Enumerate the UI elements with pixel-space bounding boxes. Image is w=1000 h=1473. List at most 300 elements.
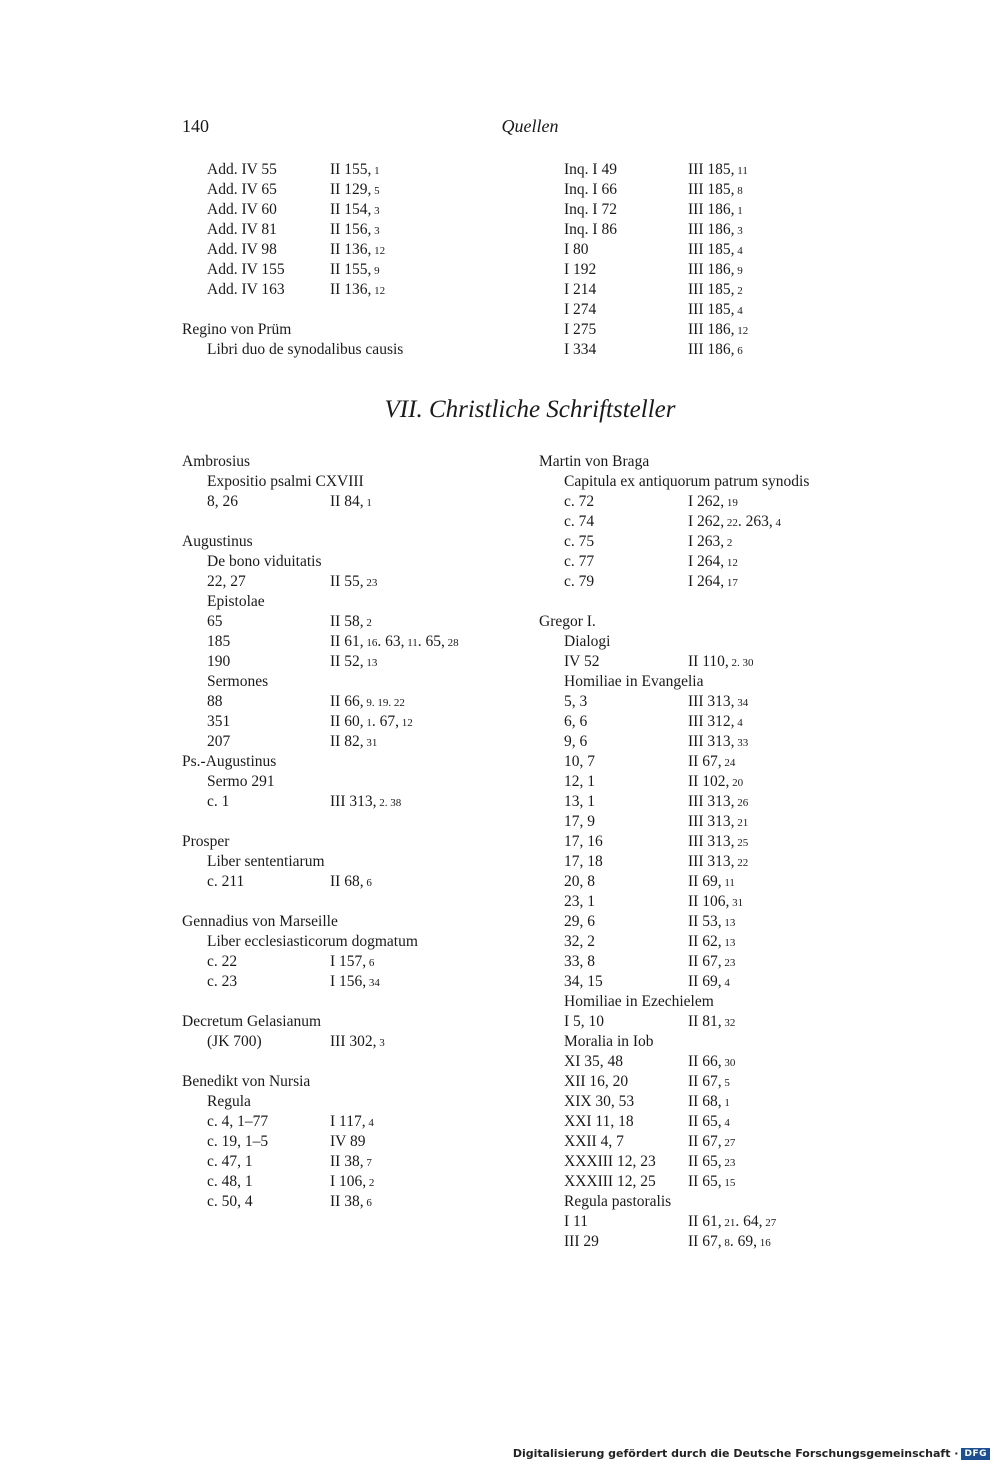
index-row	[182, 340, 522, 360]
index-reference	[688, 812, 748, 833]
index-reference	[330, 632, 459, 653]
volume-page: I 263,	[688, 533, 725, 550]
index-term: Add. IV 98	[207, 241, 277, 258]
footer-text: Digitalisierung gefördert durch die Deutsche Forschungsgemeinschaft ·	[512, 1447, 959, 1460]
index-row	[182, 912, 522, 932]
index-row	[182, 732, 522, 752]
index-term: (JK 700)	[207, 1033, 262, 1050]
index-row	[182, 532, 522, 552]
volume-page: II 102,	[688, 773, 730, 790]
index-row	[539, 1172, 859, 1192]
index-row	[564, 220, 844, 240]
line-number: 9. 19. 22	[363, 697, 405, 709]
index-row	[539, 632, 859, 652]
volume-page: I 156,	[330, 973, 367, 990]
index-row	[539, 1092, 859, 1112]
index-row	[182, 792, 522, 812]
volume-page: III 185,	[688, 301, 735, 318]
index-row	[182, 692, 522, 712]
line-number: 16	[756, 1237, 771, 1249]
index-row	[564, 300, 844, 320]
line-number: 12	[371, 245, 386, 257]
index-reference	[330, 652, 377, 673]
page-number: 140	[182, 116, 209, 136]
index-term: I 192	[564, 261, 597, 278]
line-number: 6	[734, 345, 743, 357]
volume-page: III 313,	[688, 693, 735, 710]
index-reference	[330, 712, 413, 733]
index-term: 88	[207, 693, 223, 710]
line-number: 2. 30	[728, 657, 754, 669]
volume-page: III 186,	[688, 341, 735, 358]
index-term: III 29	[564, 1233, 599, 1250]
index-term: Inq. I 66	[564, 181, 617, 198]
volume-page: III 186,	[688, 201, 735, 218]
index-row	[182, 1192, 522, 1212]
index-term: Regula pastoralis	[564, 1193, 672, 1210]
index-reference	[330, 1152, 372, 1173]
index-term: XXXIII 12, 25	[564, 1173, 656, 1190]
volume-page: II 67,	[688, 753, 722, 770]
volume-page: III 186,	[688, 261, 735, 278]
line-number: 28	[444, 637, 459, 649]
line-number: 21	[734, 817, 749, 829]
line-number: 5	[721, 1077, 730, 1089]
index-reference	[688, 872, 735, 893]
line-number: 11	[721, 877, 735, 889]
line-number: 16	[363, 637, 378, 649]
index-reference	[688, 732, 748, 753]
index-row	[182, 220, 522, 240]
index-row	[539, 1072, 859, 1092]
index-term: 23, 1	[564, 893, 595, 910]
volume-page: II 66,	[688, 1053, 722, 1070]
volume-page: II 67,	[688, 1073, 722, 1090]
volume-page: II 38,	[330, 1153, 364, 1170]
index-row	[182, 852, 522, 872]
volume-page: II 68,	[688, 1093, 722, 1110]
index-term: 5, 3	[564, 693, 588, 710]
line-number: 4	[734, 245, 743, 257]
index-row	[539, 1052, 859, 1072]
line-number: 24	[721, 757, 736, 769]
index-term: Homiliae in Evangelia	[564, 673, 704, 690]
index-row	[182, 632, 522, 652]
volume-page: II 155,	[330, 261, 372, 278]
index-term: 17, 9	[564, 813, 595, 830]
index-reference	[330, 1132, 365, 1152]
index-reference	[330, 872, 372, 893]
volume-page: III 185,	[688, 161, 735, 178]
index-term: Inq. I 86	[564, 221, 617, 238]
index-term: 207	[207, 733, 231, 750]
index-reference	[688, 1152, 735, 1173]
index-reference	[688, 1132, 735, 1153]
index-reference	[688, 572, 738, 593]
volume-page: III 186,	[688, 221, 735, 238]
volume-page: III 313,	[688, 733, 735, 750]
line-number: 12	[371, 285, 386, 297]
index-row	[182, 612, 522, 632]
line-number: 26	[734, 797, 749, 809]
index-term: I 275	[564, 321, 597, 338]
index-row	[182, 952, 522, 972]
index-reference	[330, 1112, 374, 1133]
index-row	[539, 512, 859, 532]
index-reference	[688, 832, 748, 853]
dfg-logo: DFG	[961, 1448, 990, 1460]
line-number: 8	[734, 185, 743, 197]
index-term: c. 4, 1–77	[207, 1113, 269, 1130]
index-reference	[330, 952, 374, 973]
index-row	[539, 812, 859, 832]
index-term: c. 23	[207, 973, 238, 990]
volume-page: I 264,	[688, 553, 725, 570]
volume-page: . 263,	[737, 513, 773, 530]
index-term: Libri duo de synodalibus causis	[207, 341, 404, 358]
index-reference	[330, 260, 380, 281]
index-term: Add. IV 60	[207, 201, 277, 218]
volume-page: II 68,	[330, 873, 364, 890]
index-term: 29, 6	[564, 913, 595, 930]
index-reference	[688, 492, 738, 513]
index-reference	[688, 552, 738, 573]
index-term: 65	[207, 613, 223, 630]
line-number: 9	[734, 265, 743, 277]
index-row	[182, 1092, 522, 1112]
index-reference	[688, 180, 743, 201]
top-right-column	[564, 160, 844, 360]
volume-page: II 53,	[688, 913, 722, 930]
line-number: 25	[734, 837, 749, 849]
volume-page: III 313,	[688, 813, 735, 830]
index-reference	[688, 912, 735, 933]
index-term: c. 211	[207, 873, 245, 890]
index-row	[539, 712, 859, 732]
index-row	[564, 180, 844, 200]
index-row	[182, 812, 522, 832]
index-reference	[688, 972, 730, 993]
volume-page: III 313,	[330, 793, 377, 810]
index-term: De bono viduitatis	[207, 553, 322, 570]
index-term: 6, 6	[564, 713, 588, 730]
line-number: 5	[371, 185, 380, 197]
volume-page: II 106,	[688, 893, 730, 910]
line-number: 12	[398, 717, 413, 729]
index-term: Add. IV 65	[207, 181, 277, 198]
index-term: Sermo 291	[207, 773, 275, 790]
volume-page: II 58,	[330, 613, 364, 630]
line-number: 2	[363, 617, 372, 629]
index-term: 8, 26	[207, 493, 238, 510]
index-row	[539, 952, 859, 972]
index-term: Ambrosius	[182, 453, 251, 470]
index-reference	[330, 1032, 385, 1053]
index-row	[182, 892, 522, 912]
index-row	[539, 1152, 859, 1172]
line-number: 17	[724, 577, 738, 589]
index-row	[564, 260, 844, 280]
volume-page: . 63,	[377, 633, 405, 650]
volume-page: IV 89	[330, 1133, 366, 1150]
index-reference	[688, 952, 735, 973]
index-row	[182, 300, 522, 320]
index-row	[539, 752, 859, 772]
index-reference	[330, 200, 380, 221]
index-reference	[688, 1092, 730, 1113]
index-term: Augustinus	[182, 533, 253, 550]
volume-page: II 67,	[688, 1133, 722, 1150]
index-term: c. 75	[564, 533, 595, 550]
index-row	[539, 972, 859, 992]
index-row	[539, 692, 859, 712]
line-number: 8	[721, 1237, 730, 1249]
line-number: 2	[366, 1177, 375, 1189]
line-number: 6	[366, 957, 375, 969]
index-row	[539, 592, 859, 612]
index-term: Homiliae in Ezechielem	[564, 993, 714, 1010]
index-term: 22, 27	[207, 573, 246, 590]
line-number: 1	[734, 205, 743, 217]
index-row	[539, 472, 859, 492]
index-row	[564, 280, 844, 300]
index-row	[539, 552, 859, 572]
index-row	[539, 652, 859, 672]
index-term: Benedikt von Nursia	[182, 1073, 311, 1090]
index-row	[539, 872, 859, 892]
index-row	[539, 792, 859, 812]
index-term: 12, 1	[564, 773, 595, 790]
volume-page: III 185,	[688, 181, 735, 198]
index-row	[539, 1012, 859, 1032]
index-row	[564, 160, 844, 180]
volume-page: III 313,	[688, 833, 735, 850]
index-reference	[688, 1172, 735, 1193]
volume-page: II 52,	[330, 653, 364, 670]
volume-page: II 81,	[688, 1013, 722, 1030]
index-term: 9, 6	[564, 733, 588, 750]
index-term: XI 35, 48	[564, 1053, 623, 1070]
index-reference	[330, 180, 380, 201]
line-number: 2	[734, 285, 743, 297]
index-row	[182, 240, 522, 260]
index-term: IV 52	[564, 653, 600, 670]
index-term: c. 48, 1	[207, 1173, 253, 1190]
index-term: Add. IV 155	[207, 261, 285, 278]
index-term: Ps.-Augustinus	[182, 753, 277, 770]
volume-page: II 67,	[688, 1233, 722, 1250]
line-number: 13	[721, 937, 736, 949]
index-term: c. 79	[564, 573, 595, 590]
index-row	[564, 340, 844, 360]
section-title: VII. Christliche Schriftsteller	[384, 396, 676, 423]
line-number: 7	[363, 1157, 372, 1169]
line-number: 12	[734, 325, 749, 337]
index-row	[182, 772, 522, 792]
volume-page: III 185,	[688, 281, 735, 298]
index-term: 20, 8	[564, 873, 595, 890]
index-term: Liber ecclesiasticorum dogmatum	[207, 933, 418, 950]
line-number: 11	[404, 637, 418, 649]
index-term: Prosper	[182, 833, 230, 850]
volume-page: II 136,	[330, 241, 372, 258]
index-term: I 11	[564, 1213, 588, 1230]
index-term: Regula	[207, 1093, 251, 1110]
top-left-column	[182, 160, 522, 360]
index-reference	[688, 240, 743, 261]
index-row	[182, 200, 522, 220]
volume-page: II 61,	[688, 1213, 722, 1230]
line-number: 32	[721, 1017, 736, 1029]
index-term: 185	[207, 633, 231, 650]
index-term: Regino von Prüm	[182, 321, 292, 338]
volume-page: II 154,	[330, 201, 372, 218]
index-row	[182, 512, 522, 532]
index-row	[182, 712, 522, 732]
line-number: 13	[363, 657, 378, 669]
volume-page: II 61,	[330, 633, 364, 650]
index-term: c. 1	[207, 793, 230, 810]
index-row	[182, 972, 522, 992]
index-row	[182, 1012, 522, 1032]
line-number: 4	[365, 1117, 374, 1129]
index-term: I 274	[564, 301, 597, 318]
index-row	[539, 1212, 859, 1232]
index-term: c. 50, 4	[207, 1193, 253, 1210]
volume-page: I 262,	[688, 493, 725, 510]
line-number: 27	[762, 1217, 777, 1229]
index-reference	[330, 572, 377, 593]
index-row	[182, 160, 522, 180]
index-reference	[688, 280, 743, 301]
volume-page: II 38,	[330, 1193, 364, 1210]
index-reference	[330, 160, 380, 181]
index-term: c. 72	[564, 493, 595, 510]
volume-page: II 67,	[688, 953, 722, 970]
line-number: 3	[371, 225, 380, 237]
index-term: Decretum Gelasianum	[182, 1013, 322, 1030]
index-reference	[688, 652, 754, 673]
index-row	[182, 572, 522, 592]
index-term: Expositio psalmi CXVIII	[207, 473, 364, 490]
index-term: XIX 30, 53	[564, 1093, 635, 1110]
index-reference	[688, 340, 743, 361]
volume-page: I 262,	[688, 513, 725, 530]
index-row	[539, 1032, 859, 1052]
volume-page: II 65,	[688, 1153, 722, 1170]
volume-page: . 65,	[417, 633, 445, 650]
main-right-column	[539, 452, 859, 1252]
volume-page: . 64,	[735, 1213, 763, 1230]
index-row	[182, 752, 522, 772]
index-reference	[688, 532, 732, 553]
volume-page: II 136,	[330, 281, 372, 298]
index-term: 13, 1	[564, 793, 595, 810]
line-number: 1	[363, 497, 372, 509]
index-term: XII 16, 20	[564, 1073, 629, 1090]
line-number: 12	[724, 557, 738, 569]
index-reference	[688, 260, 743, 281]
volume-page: II 66,	[330, 693, 364, 710]
volume-page: I 106,	[330, 1173, 367, 1190]
index-row	[539, 992, 859, 1012]
volume-page: II 62,	[688, 933, 722, 950]
index-row	[182, 1172, 522, 1192]
index-row	[539, 932, 859, 952]
index-row	[182, 1032, 522, 1052]
index-term: 190	[207, 653, 231, 670]
index-term: I 5, 10	[564, 1013, 605, 1030]
index-reference	[330, 240, 385, 261]
index-term: XXI 11, 18	[564, 1113, 634, 1130]
index-term: I 334	[564, 341, 597, 358]
line-number: 1	[363, 717, 372, 729]
index-term: c. 74	[564, 513, 595, 530]
volume-page: II 84,	[330, 493, 364, 510]
index-reference	[330, 1192, 372, 1213]
line-number: 11	[734, 165, 748, 177]
index-term: 17, 18	[564, 853, 603, 870]
index-term: Liber sententiarum	[207, 853, 325, 870]
line-number: 23	[721, 957, 736, 969]
index-row	[539, 892, 859, 912]
footer	[513, 1447, 990, 1460]
line-number: 6	[363, 877, 372, 889]
line-number: 4	[721, 977, 730, 989]
volume-page: I 264,	[688, 573, 725, 590]
line-number: 1	[721, 1097, 730, 1109]
line-number: 2. 38	[376, 797, 402, 809]
index-term: Moralia in Iob	[564, 1033, 654, 1050]
index-term: Add. IV 55	[207, 161, 277, 178]
index-reference	[330, 492, 372, 513]
index-reference	[330, 1172, 374, 1193]
index-term: Gregor I.	[539, 613, 596, 630]
index-reference	[688, 772, 743, 793]
index-reference	[688, 200, 743, 221]
line-number: 4	[721, 1117, 730, 1129]
line-number: 4	[734, 305, 743, 317]
index-term: Epistolae	[207, 593, 265, 610]
volume-page: III 185,	[688, 241, 735, 258]
index-row	[539, 572, 859, 592]
index-term: Add. IV 81	[207, 221, 277, 238]
index-row	[182, 932, 522, 952]
index-term: Sermones	[207, 673, 269, 690]
index-row	[539, 1232, 859, 1252]
index-row	[182, 652, 522, 672]
index-term: I 80	[564, 241, 589, 258]
index-row	[182, 1112, 522, 1132]
line-number: 31	[729, 897, 744, 909]
index-row	[182, 872, 522, 892]
index-row	[539, 612, 859, 632]
index-row	[539, 912, 859, 932]
volume-page: I 117,	[330, 1113, 366, 1130]
index-row	[539, 732, 859, 752]
index-row	[539, 1132, 859, 1152]
line-number: 3	[371, 205, 380, 217]
volume-page: II 110,	[688, 653, 729, 670]
line-number: 9	[371, 265, 380, 277]
index-reference	[688, 852, 748, 873]
index-row	[539, 532, 859, 552]
index-row	[539, 832, 859, 852]
index-term: 34, 15	[564, 973, 603, 990]
index-term: Martin von Braga	[539, 453, 650, 470]
index-row	[182, 992, 522, 1012]
line-number: 34	[366, 977, 380, 989]
